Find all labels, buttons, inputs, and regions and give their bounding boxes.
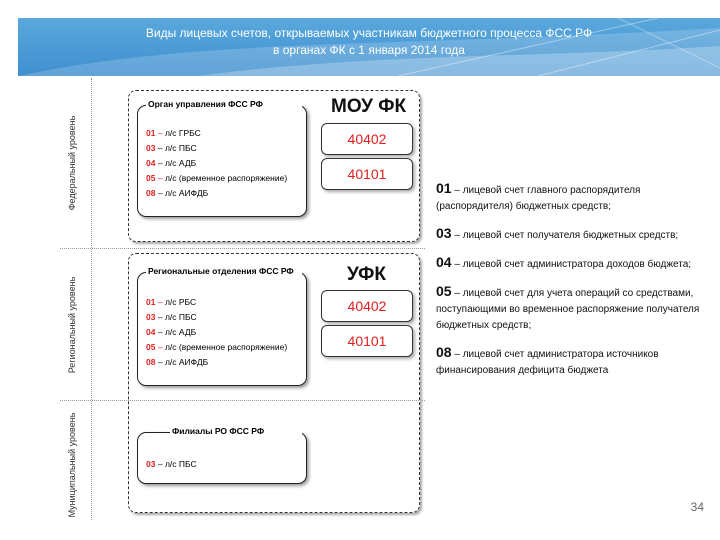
regional-account-04: 04 – л/с АДБ xyxy=(146,327,197,337)
legend-item-01: 01 – лицевой счет главного распорядителя (распорядителя) бюджетных средств; xyxy=(436,180,641,212)
federal-account-box-40101: 40101 xyxy=(321,158,413,190)
slide-title xyxy=(18,25,720,59)
title-line-1: Виды лицевых счетов, открываемых участникам бюджетного процесса ФСС РФ xyxy=(145,26,593,40)
federal-treasury-name: МОУ ФК xyxy=(331,96,407,117)
page-number: 34 xyxy=(690,500,704,514)
regional-account-08: 08 – л/с АИФДБ xyxy=(146,357,209,367)
federal-org-box xyxy=(137,99,307,217)
regional-outer-block xyxy=(128,253,420,513)
federal-outer-block xyxy=(128,90,420,242)
legend-item-08: 08 – лицевой счет администратора источников финансирования дефицита бюджета xyxy=(436,344,659,376)
federal-org-title: Орган управления ФСС РФ xyxy=(146,99,302,109)
regional-org-title: Региональные отделения ФСС РФ xyxy=(146,266,302,276)
regional-account-03: 03 – л/с ПБС xyxy=(146,312,197,322)
level-label-federal: Федеральный уровень xyxy=(67,115,77,211)
regional-account-05: 05 – л/с (временное распоряжение) xyxy=(146,342,288,352)
level-label-regional: Региональный уровень xyxy=(67,276,77,374)
regional-treasury-name: УФК xyxy=(347,264,386,285)
federal-account-05: 05 – л/с (временное распоряжение) xyxy=(146,173,288,183)
legend-item-04: 04 – лицевой счет администратора доходов бюджета; xyxy=(436,254,692,270)
federal-account-03: 03 – л/с ПБС xyxy=(146,143,197,153)
federal-account-01: 01 – л/с ГРБС xyxy=(146,128,201,138)
header-banner xyxy=(18,18,720,76)
federal-account-08: 08 – л/с АИФДБ xyxy=(146,188,209,198)
account-types-legend xyxy=(436,180,712,389)
levels-divider-line xyxy=(91,78,92,520)
municipal-account-03: 03 – л/с ПБС xyxy=(146,459,197,469)
title-line-2: в органах ФК с 1 января 2014 года xyxy=(273,43,465,57)
municipal-branch-title: Филиалы РО ФСС РФ xyxy=(170,426,302,436)
level-separator-1 xyxy=(60,248,425,249)
legend-item-05: 05 – лицевой счет для учета операций со средствами, поступающими во временное распоряжение получателя бюджетных средств; xyxy=(436,283,700,331)
regional-account-01: 01 – л/с РБС xyxy=(146,297,197,307)
federal-account-box-40402: 40402 xyxy=(321,123,413,155)
regional-org-box xyxy=(137,266,307,386)
municipal-branch-box xyxy=(137,426,307,484)
federal-account-04: 04 – л/с АДБ xyxy=(146,158,197,168)
regional-account-box-40402: 40402 xyxy=(321,290,413,322)
legend-item-03: 03 – лицевой счет получателя бюджетных средств; xyxy=(436,225,679,241)
regional-account-box-40101: 40101 xyxy=(321,325,413,357)
level-label-municipal: Муниципальный уровень xyxy=(67,412,77,518)
